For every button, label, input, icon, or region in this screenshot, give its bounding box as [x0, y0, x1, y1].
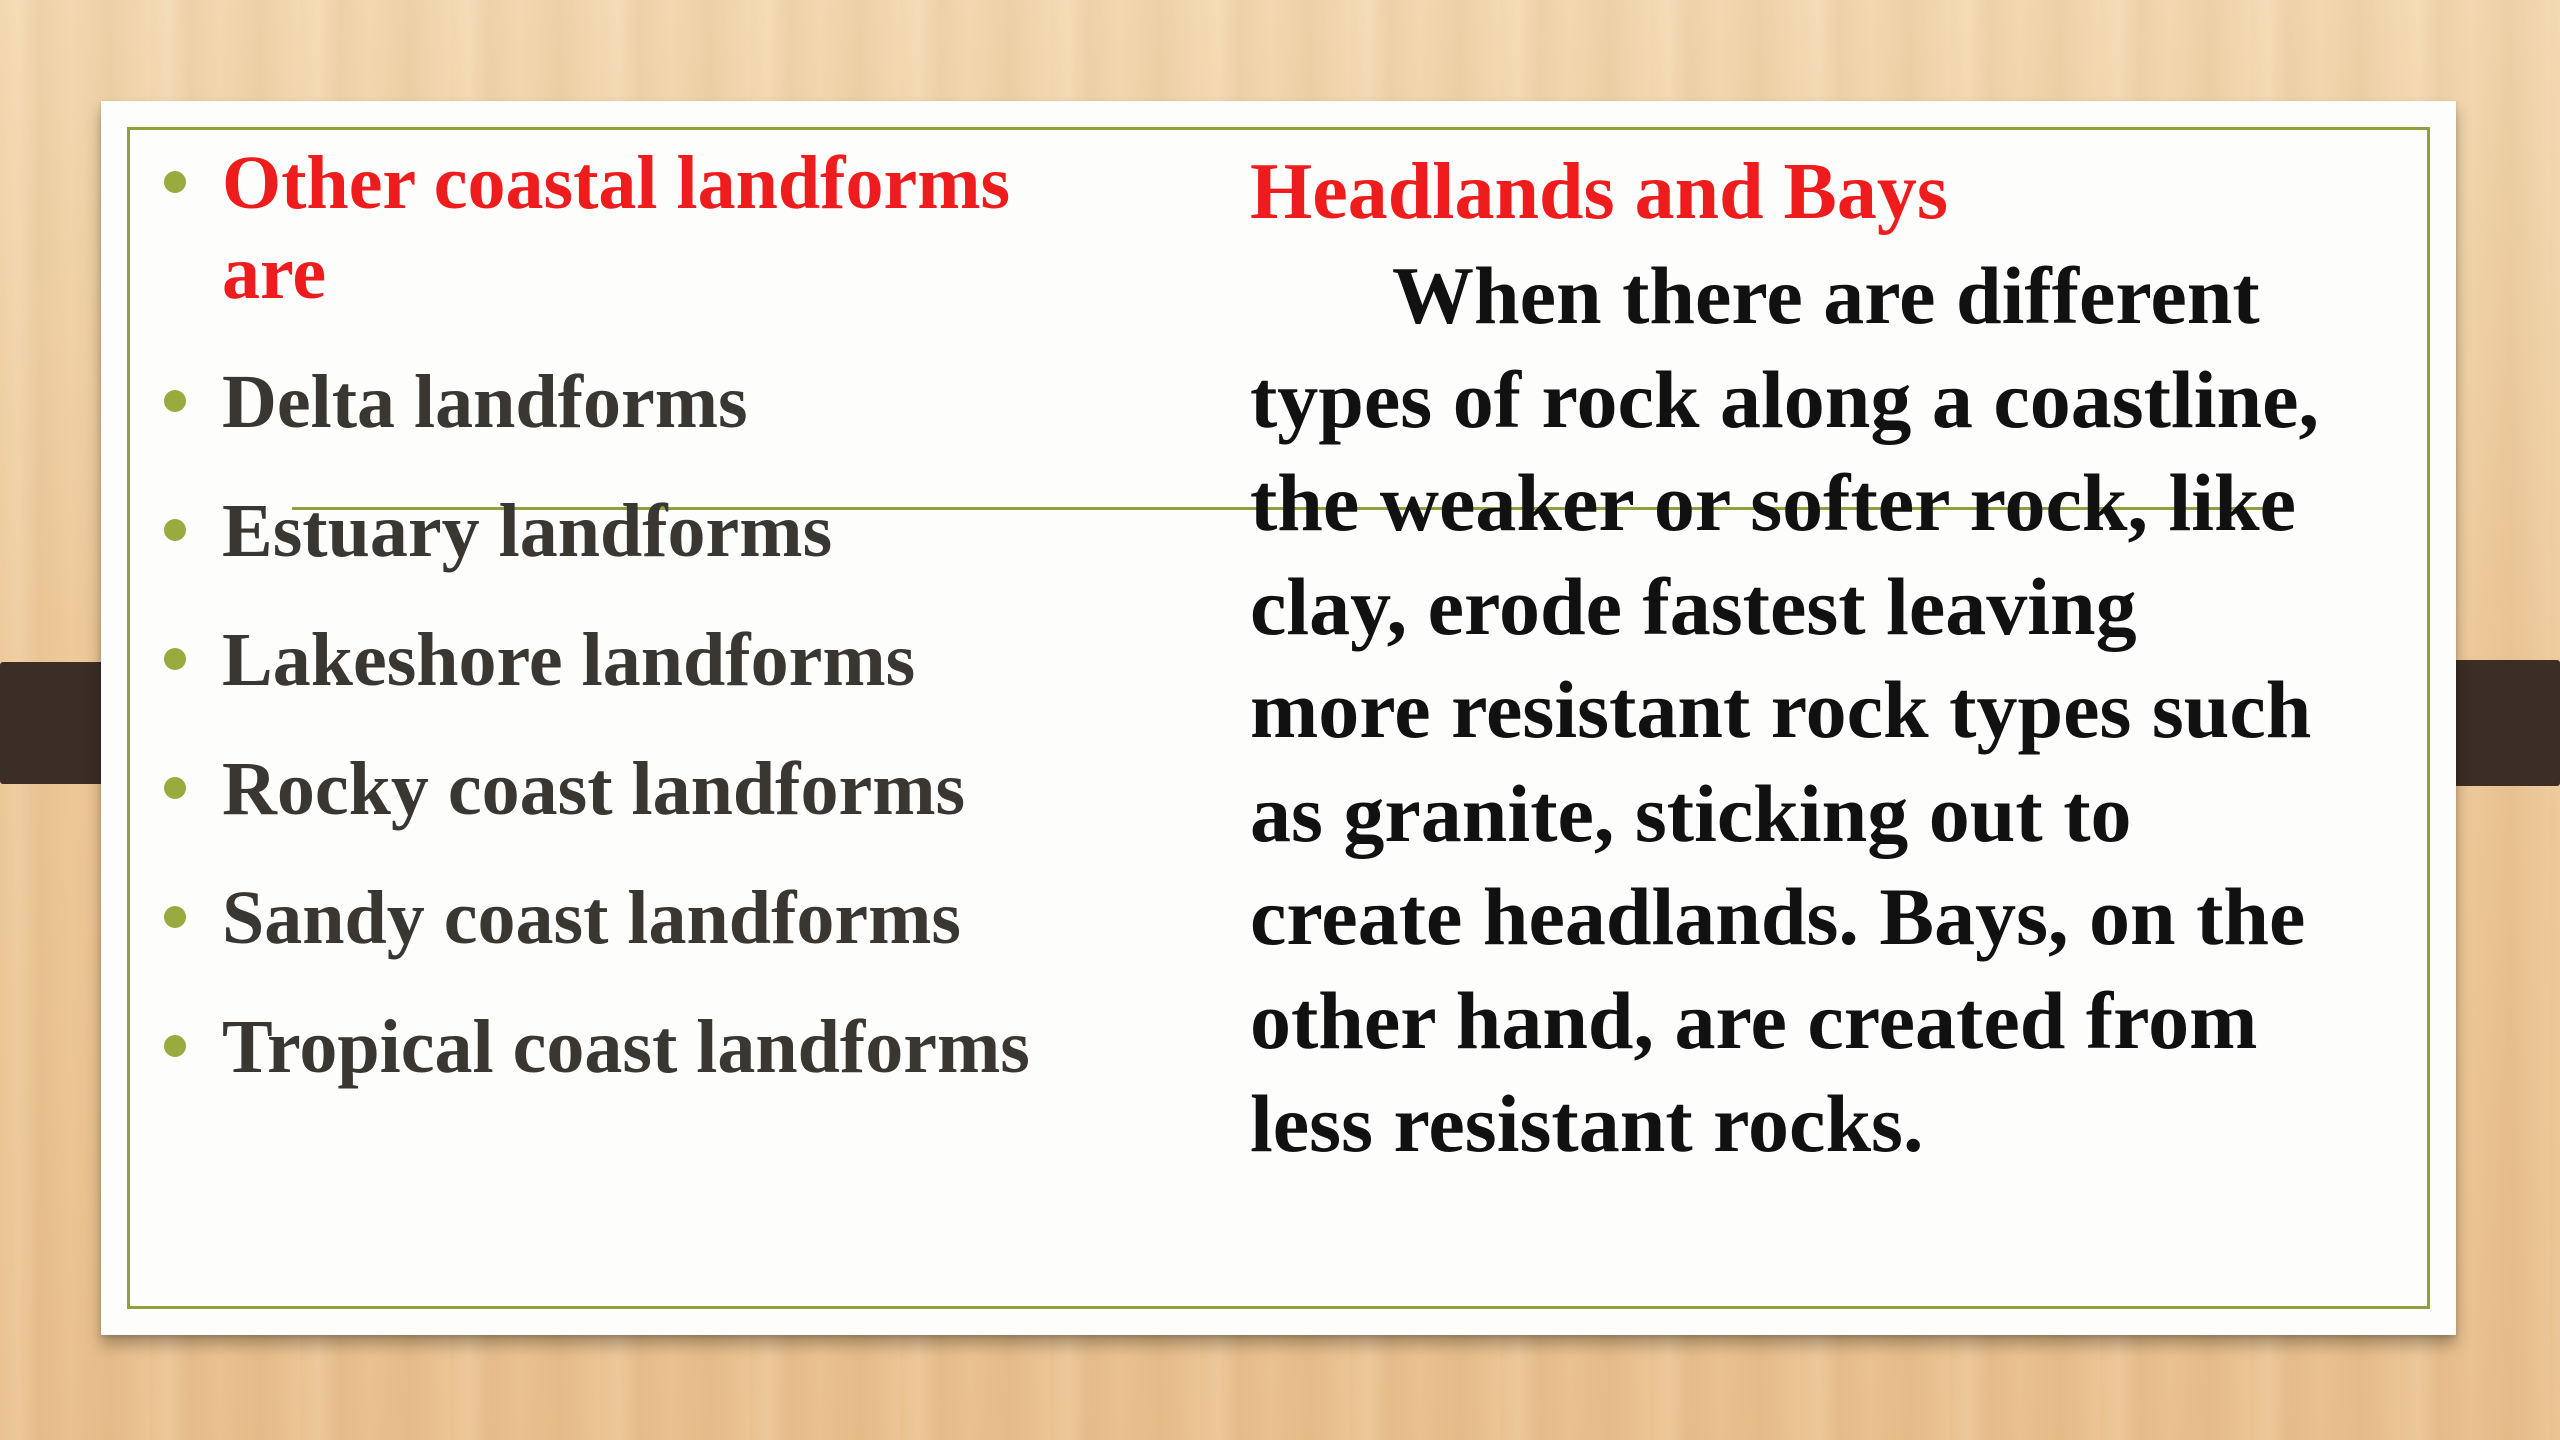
- bullet-text: Sandy coast landforms: [222, 876, 961, 960]
- bullet-item-intro: [222, 138, 1122, 318]
- bullet-text: Tropical coast landforms: [222, 1005, 1030, 1089]
- bullet-text: Estuary landforms: [222, 489, 833, 573]
- bullet-dot-icon: [164, 906, 186, 928]
- bullet-dot-icon: [164, 519, 186, 541]
- headlands-paragraph: When there are different types of rock along a coastline, the weaker or softer rock, like clay, erode fastest leaving more resistant rock types such as granite, sticking out to create headlands. Bays, on the other hand, are created from less resistant rocks.: [1250, 250, 2320, 1169]
- bullet-text: Other coastal landforms are: [222, 141, 1011, 315]
- bullet-item-sandy-coast: [222, 873, 1122, 963]
- bullet-dot-icon: [164, 1035, 186, 1057]
- bullet-item-estuary: [222, 486, 1122, 576]
- bullet-dot-icon: [164, 648, 186, 670]
- landform-bullet-list: [222, 138, 1122, 1131]
- bullet-text: Lakeshore landforms: [222, 618, 916, 702]
- headlands-heading: Headlands and Bays: [1250, 148, 1949, 236]
- bullet-dot-icon: [164, 171, 186, 193]
- bullet-text: Delta landforms: [222, 360, 748, 444]
- bullet-item-lakeshore: [222, 615, 1122, 705]
- bullet-dot-icon: [164, 777, 186, 799]
- headlands-panel: [1250, 140, 2320, 1176]
- bullet-dot-icon: [164, 390, 186, 412]
- bullet-item-rocky-coast: [222, 744, 1122, 834]
- bullet-item-delta: [222, 357, 1122, 447]
- bullet-text: Rocky coast landforms: [222, 747, 966, 831]
- bullet-item-tropical-coast: [222, 1002, 1122, 1092]
